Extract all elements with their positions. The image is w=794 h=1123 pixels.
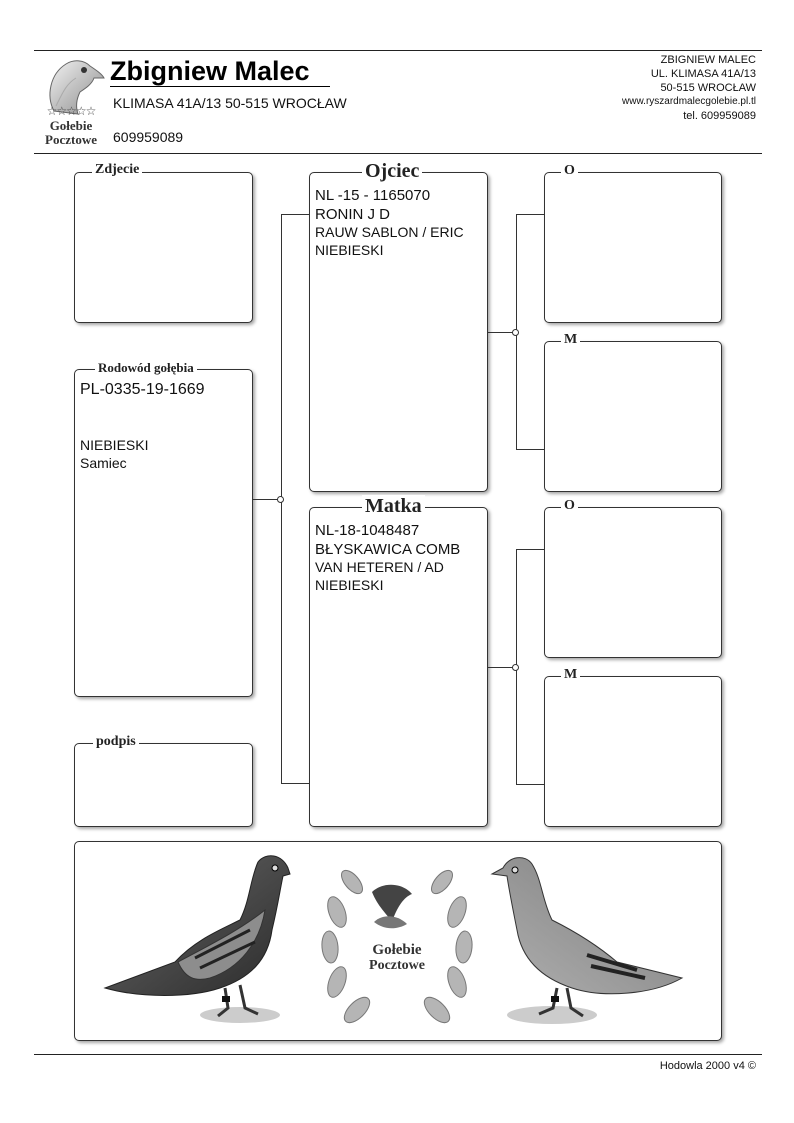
contact-tel: tel. 609959089 (683, 110, 756, 122)
father-father-box (544, 172, 722, 323)
mother-mother-box (544, 676, 722, 827)
connector-node (512, 664, 519, 671)
father-mother-box (544, 341, 722, 492)
connector (516, 449, 544, 450)
father-father-title: O (561, 163, 578, 179)
mother-father-title: O (561, 498, 578, 514)
connector (281, 214, 309, 215)
father-box-title: Ojciec (362, 160, 422, 183)
contact-city: 50-515 WROCŁAW (660, 82, 756, 94)
pigeon-box-title: Rodowód gołębia (95, 360, 197, 376)
signature-box (74, 743, 253, 827)
pigeon-left-icon (100, 850, 300, 1030)
contact-name: ZBIGNIEW MALEC (660, 54, 756, 66)
father-ring: NL -15 - 1165070 (315, 187, 431, 204)
mother-father-box (544, 507, 722, 658)
pigeon-right-icon (487, 850, 687, 1030)
photo-box (74, 172, 253, 323)
logo-line2: Pocztowe (45, 132, 97, 147)
header-bottom-rule (34, 153, 762, 154)
pigeon-color: NIEBIESKI (80, 437, 149, 453)
signature-box-title: podpis (93, 734, 139, 750)
footer-version: Hodowla 2000 v4 © (659, 1060, 756, 1072)
mother-name: BŁYSKAWICA COMB (315, 541, 461, 558)
mother-box-title: Matka (362, 495, 425, 518)
mother-mother-title: M (561, 667, 580, 683)
connector (281, 783, 309, 784)
footer-logo-line2: Pocztowe (369, 958, 425, 973)
father-color: NIEBIESKI (315, 242, 384, 258)
connector (516, 784, 544, 785)
father-mother-title: M (561, 332, 580, 348)
connector (516, 549, 544, 550)
pigeon-ring: PL-0335-19-1669 (80, 381, 205, 398)
logo-line1: Gołebie (49, 118, 93, 133)
connector (516, 214, 544, 215)
breeder-name-underline (110, 86, 330, 87)
mother-ring: NL-18-1048487 (315, 522, 420, 539)
pigeon-box (74, 369, 253, 697)
footer-rule (34, 1054, 762, 1055)
breeder-address: KLIMASA 41A/13 50-515 WROCŁAW (113, 95, 347, 111)
mother-color: NIEBIESKI (315, 577, 384, 593)
father-name: RONIN J D (315, 206, 390, 223)
photo-box-title: Zdjecie (92, 162, 142, 178)
breeder-name: Zbigniew Malec (110, 56, 310, 86)
mother-breeder: VAN HETEREN / AD (315, 559, 444, 575)
header-top-rule (34, 50, 762, 51)
connector-node (277, 496, 284, 503)
father-breeder: RAUW SABLON / ERIC (315, 224, 464, 240)
header-contact-block (622, 53, 756, 123)
footer-image-panel (74, 841, 722, 1041)
footer-logo-line1: Gołebie (372, 942, 422, 958)
contact-street: UL. KLIMASA 41A/13 (650, 68, 756, 80)
logo-stars: ☆☆☆☆☆ (46, 104, 96, 118)
contact-website[interactable]: www.ryszardmalecgolebie.pl.tl (622, 96, 756, 107)
pigeon-sex: Samiec (80, 455, 127, 471)
connector-node (512, 329, 519, 336)
breeder-phone: 609959089 (113, 129, 184, 145)
logo (36, 56, 106, 148)
